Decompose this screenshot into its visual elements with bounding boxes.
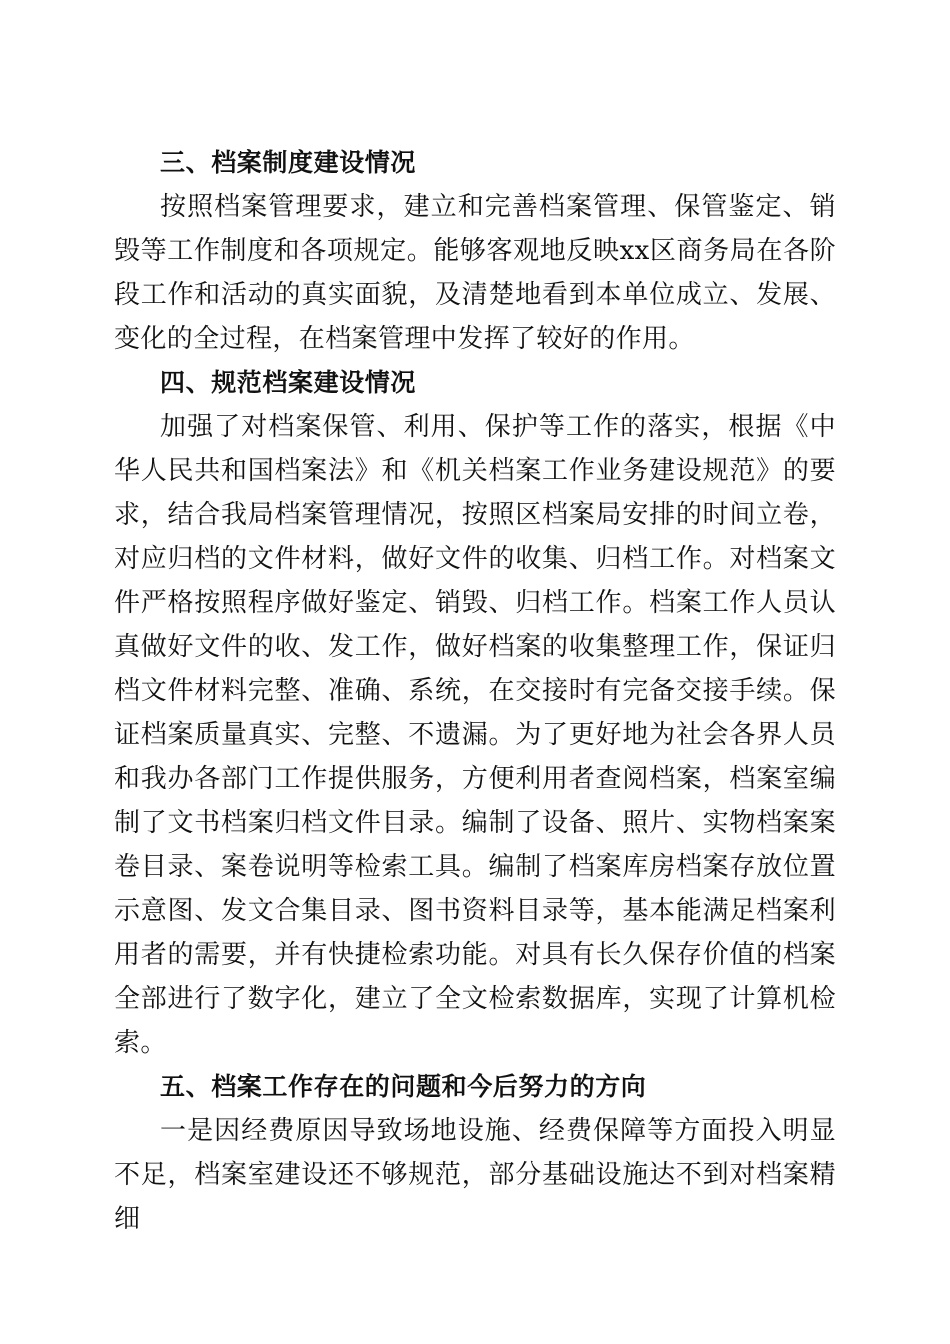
document-body: [114, 141, 836, 1241]
section-heading-3: 三、档案制度建设情况: [160, 148, 417, 177]
section-heading-5: 五、档案工作存在的问题和今后努力的方向: [160, 1072, 647, 1101]
section-paragraph-5: 一是因经费原因导致场地设施、经费保障等方面投入明显不足，档案室建设还不够规范，部分基础设施达不到对档案精细: [114, 1116, 836, 1234]
section-heading-4: 四、规范档案建设情况: [160, 368, 417, 397]
section-paragraph-3: 按照档案管理要求，建立和完善档案管理、保管鉴定、销毁等工作制度和各项规定。能够客观地反映xx区商务局在各阶段工作和活动的真实面貌，及清楚地看到本单位成立、发展、变化的全过程，在档案管理中发挥了较好的作用。: [114, 192, 836, 354]
section-paragraph-4: 加强了对档案保管、利用、保护等工作的落实，根据《中华人民共和国档案法》和《机关档案工作业务建设规范》的要求，结合我局档案管理情况，按照区档案局安排的时间立卷，对应归档的文件材料，做好文件的收集、归档工作。对档案文件严格按照程序做好鉴定、销毁、归档工作。档案工作人员认真做好文件的收、发工作，做好档案的收集整理工作，保证归档文件材料完整、准确、系统，在交接时有完备交接手续。保证档案质量真实、完整、不遗漏。为了更好地为社会各界人员和我办各部门工作提供服务，方便利用者查阅档案，档案室编制了文书档案归档文件目录。编制了设备、照片、实物档案案卷目录、案卷说明等检索工具。编制了档案库房档案存放位置示意图、发文合集目录、图书资料目录等，基本能满足档案利用者的需要，并有快捷检索功能。对具有长久保存价值的档案全部进行了数字化，建立了全文检索数据库，实现了计算机检索。: [114, 412, 836, 1058]
